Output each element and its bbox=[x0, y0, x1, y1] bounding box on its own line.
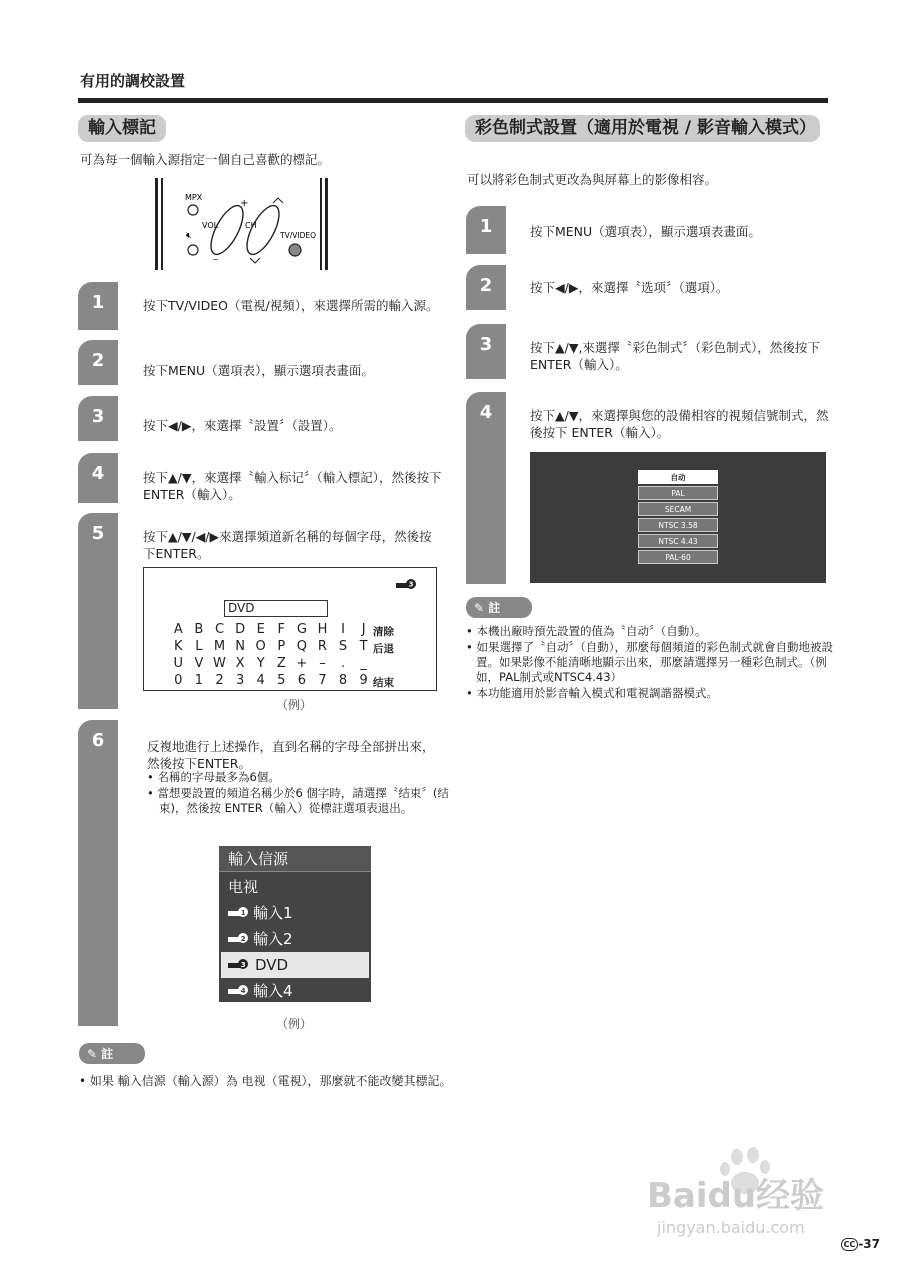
step-text-1: 按下TV/VIDEO（電視/視頻），來選擇所需的輸入源。 bbox=[143, 298, 439, 313]
key[interactable]: X bbox=[235, 656, 245, 671]
key[interactable]: D bbox=[235, 622, 246, 637]
pencil-icon: ✎ bbox=[474, 601, 485, 615]
step-text-3: 按下◀/▶，來選擇〝設置〞（設置）。 bbox=[143, 418, 342, 433]
color-option-pal60[interactable]: PAL-60 bbox=[638, 550, 718, 564]
pencil-icon: ✎ bbox=[87, 1047, 98, 1061]
page-number: CC -37 bbox=[841, 1237, 880, 1251]
tvvideo-label: TV/VIDEO bbox=[280, 231, 316, 240]
menu-item-label: 輸入2 bbox=[253, 930, 293, 948]
step-text-5: 按下▲/▼/◀/▶來選擇頻道新名稱的每個字母，然後按下ENTER。 bbox=[143, 529, 432, 561]
color-option-secam[interactable]: SECAM bbox=[638, 502, 718, 516]
tvvideo-button bbox=[289, 244, 301, 256]
key[interactable]: K bbox=[174, 639, 183, 654]
vol-label: VOL bbox=[202, 221, 219, 230]
page-header-title: 有用的調校設置 bbox=[80, 72, 186, 90]
key[interactable]: V bbox=[194, 656, 204, 671]
example-caption-keyboard: （例） bbox=[276, 698, 313, 712]
mpx-label: MPX bbox=[185, 193, 203, 202]
right-step-number-2: 2 bbox=[466, 265, 506, 310]
key[interactable]: O bbox=[255, 639, 266, 654]
right-step-number-4: 4 bbox=[466, 392, 506, 584]
ch-label: CH bbox=[245, 221, 257, 230]
step-text-4: 按下▲/▼，來選擇〝輸入标记〞（輸入標記），然後按下 ENTER（輸入）。 bbox=[143, 470, 442, 502]
note-label-left: ✎ 註 bbox=[79, 1043, 145, 1064]
key[interactable]: J bbox=[361, 622, 366, 637]
menu-item-label: 輸入4 bbox=[253, 982, 293, 1000]
key[interactable]: R bbox=[317, 639, 327, 654]
example-caption-menu: （例） bbox=[276, 1017, 313, 1031]
key[interactable]: 0 bbox=[174, 673, 183, 688]
note-right-2: • 如果選擇了〝自动〞（自動），那麼每個頻道的彩色制式就會自動地被設置。如果影像不能清晰地顯示出來，那麼請選擇另一種彩色制式。（例如，PAL制式或NTSC4.43） bbox=[466, 640, 833, 684]
step-number-1: 1 bbox=[78, 282, 118, 330]
key[interactable]: A bbox=[173, 622, 183, 637]
name-input-field[interactable]: DVD bbox=[224, 600, 328, 617]
menu-item-label: DVD bbox=[255, 956, 289, 974]
right-step-text-2: 按下◀/▶，來選擇〝选项〞（選項）。 bbox=[530, 280, 729, 295]
key[interactable]: H bbox=[317, 622, 328, 637]
watermark-url: jingyan.baidu.com bbox=[657, 1218, 805, 1237]
step-number-4: 4 bbox=[78, 453, 118, 503]
step-number-6: 6 bbox=[78, 720, 118, 1026]
cc-icon: CC bbox=[841, 1238, 859, 1251]
vol-minus-label: – bbox=[213, 254, 218, 265]
input-4-icon bbox=[228, 985, 250, 997]
input-1-icon bbox=[228, 907, 250, 919]
volume-rocker bbox=[205, 201, 250, 259]
remote-control-illustration bbox=[155, 178, 335, 270]
key[interactable]: 6 bbox=[297, 673, 306, 688]
key[interactable]: F bbox=[277, 622, 285, 637]
right-step-number-1: 1 bbox=[466, 206, 506, 254]
input-source-menu bbox=[219, 846, 371, 1002]
key[interactable]: 9 bbox=[359, 673, 368, 688]
menu-item-tv[interactable]: 电视 bbox=[228, 878, 259, 896]
key[interactable]: E bbox=[256, 622, 265, 637]
step-number-3: 3 bbox=[78, 396, 118, 441]
baidu-jingyan-watermark bbox=[645, 1145, 855, 1240]
svg-text:4: 4 bbox=[240, 986, 246, 995]
svg-text:3: 3 bbox=[240, 960, 246, 969]
channel-down-arrow-icon bbox=[250, 258, 260, 263]
key[interactable]: T bbox=[359, 639, 368, 654]
key[interactable]: L bbox=[195, 639, 203, 654]
key[interactable]: N bbox=[235, 639, 245, 654]
right-step-text-3: 按下▲/▼,來選擇〝彩色制式〞（彩色制式），然後按下 ENTER（輸入）。 bbox=[530, 340, 820, 372]
watermark-brand: Baidu经验 bbox=[647, 1176, 825, 1216]
mute-button bbox=[188, 245, 198, 255]
key[interactable]: _ bbox=[360, 656, 367, 671]
channel-rocker bbox=[241, 201, 286, 259]
keyboard-row-3 bbox=[168, 656, 374, 671]
key[interactable]: W bbox=[213, 656, 226, 671]
step6-bullet-1: • 名稱的字母最多為6個。 bbox=[147, 770, 280, 784]
key[interactable]: B bbox=[194, 622, 204, 637]
key[interactable]: Q bbox=[296, 639, 307, 654]
menu-item-label: 輸入1 bbox=[253, 904, 293, 922]
header-rule bbox=[78, 98, 828, 103]
key[interactable]: 1 bbox=[194, 673, 204, 688]
color-system-menu-screen bbox=[530, 452, 826, 583]
right-step-text-4: 按下▲/▼，來選擇與您的設備相容的視頻信號制式，然後按下 ENTER（輸入）。 bbox=[530, 408, 829, 440]
section-intro-input-label: 可為每一個輸入源指定一個自己喜歡的標記。 bbox=[80, 152, 331, 167]
color-option-ntsc358[interactable]: NTSC 3.58 bbox=[638, 518, 718, 532]
svg-text:2: 2 bbox=[240, 934, 246, 943]
color-option-ntsc443[interactable]: NTSC 4.43 bbox=[638, 534, 718, 548]
note-right-3: • 本功能適用於影音輸入模式和電視調諧器模式。 bbox=[466, 686, 718, 700]
mpx-button bbox=[188, 205, 198, 215]
svg-text:1: 1 bbox=[240, 908, 246, 917]
key[interactable]: S bbox=[338, 639, 348, 654]
step-number-5: 5 bbox=[78, 513, 118, 709]
svg-text:3: 3 bbox=[408, 580, 414, 589]
key[interactable]: C bbox=[214, 622, 225, 637]
key[interactable]: M bbox=[213, 639, 226, 654]
name-entry-keyboard-screen bbox=[143, 567, 437, 691]
key[interactable]: P bbox=[277, 639, 286, 654]
section-intro-color-system: 可以將彩色制式更改為與屏幕上的影像相容。 bbox=[467, 172, 718, 187]
color-option-pal[interactable]: PAL bbox=[638, 486, 718, 500]
key[interactable]: 7 bbox=[318, 673, 327, 688]
keyboard-row-2 bbox=[168, 639, 374, 654]
input-3-icon bbox=[228, 959, 250, 971]
keyboard-row-4 bbox=[168, 673, 374, 688]
key[interactable]: I bbox=[341, 622, 345, 637]
step-text-2: 按下MENU（選項表），顯示選項表畫面。 bbox=[143, 363, 374, 378]
key[interactable]: Z bbox=[276, 656, 286, 671]
key[interactable]: 2 bbox=[215, 673, 224, 688]
channel-up-arrow-icon bbox=[273, 198, 283, 203]
key[interactable]: – bbox=[319, 656, 326, 671]
note-label-right: ✎ 註 bbox=[466, 597, 532, 618]
step-text-6: 反複地進行上述操作，直到名稱的字母全部拼出來，然後按下ENTER。 bbox=[147, 739, 435, 771]
key[interactable]: + bbox=[296, 656, 308, 671]
vol-plus-label: + bbox=[240, 198, 249, 209]
right-step-text-1: 按下MENU（選項表），顯示選項表畫面。 bbox=[530, 224, 761, 239]
key[interactable]: . bbox=[340, 656, 346, 671]
section-title-color-system: 彩色制式設置（適用於電視 / 影音輸入模式） bbox=[465, 115, 820, 142]
key-clear[interactable]: 清除 bbox=[373, 626, 394, 638]
keyboard-row-1 bbox=[168, 622, 374, 637]
key[interactable]: 5 bbox=[277, 673, 286, 688]
step-number-2: 2 bbox=[78, 340, 118, 385]
right-step-number-3: 3 bbox=[466, 324, 506, 379]
key[interactable]: U bbox=[173, 656, 184, 671]
key[interactable]: 3 bbox=[235, 673, 245, 688]
step6-bullet-2: • 當想要設置的頻道名稱少於6 個字時，請選擇〝结束〞(结束)，然後按 ENTER（輸入）從標註選項表退出。 bbox=[147, 786, 449, 815]
key[interactable]: 8 bbox=[338, 673, 348, 688]
menu-title: 輸入信源 bbox=[219, 846, 371, 872]
mute-icon: 🔇︎ bbox=[186, 231, 192, 241]
section-title-input-label: 輸入標記 bbox=[78, 115, 166, 142]
note-right-1: • 本機出廠時預先設置的值為〝自动〞（自動）。 bbox=[466, 624, 707, 638]
note-text-left: • 如果 輸入信源（輸入源）為 电视（電視），那麼就不能改變其標記。 bbox=[79, 1074, 452, 1088]
input-3-icon bbox=[396, 578, 418, 592]
key[interactable]: 4 bbox=[256, 673, 265, 688]
input-2-icon bbox=[228, 933, 250, 945]
key[interactable]: G bbox=[296, 622, 307, 637]
key[interactable]: Y bbox=[256, 656, 265, 671]
key-end[interactable]: 结束 bbox=[373, 677, 394, 689]
color-option-auto[interactable]: 自动 bbox=[638, 470, 718, 484]
key-backspace[interactable]: 后退 bbox=[373, 643, 394, 655]
